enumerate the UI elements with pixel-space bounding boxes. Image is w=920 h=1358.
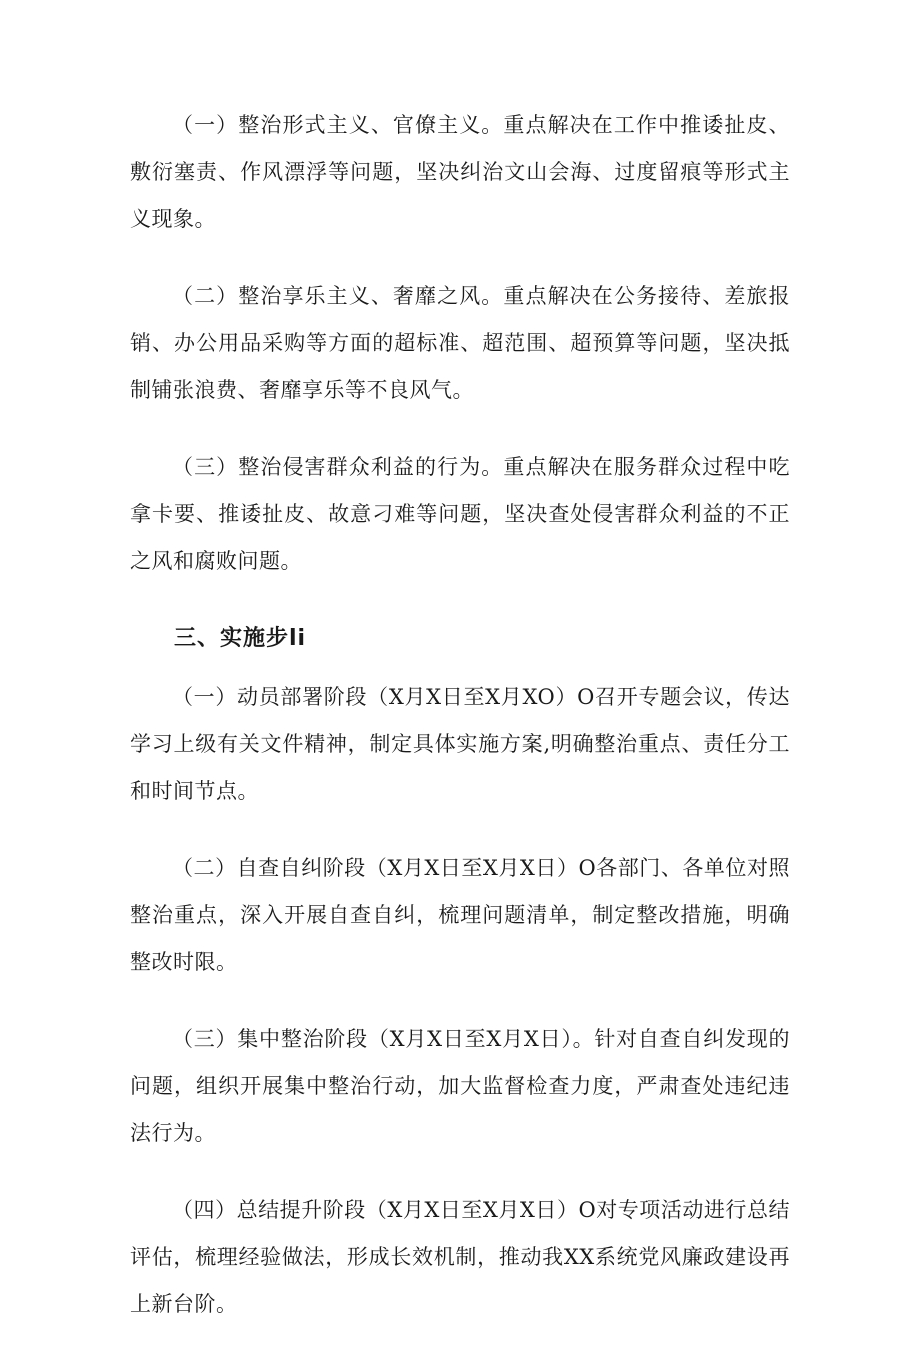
paragraph-rectify-hedonism: （二）整治享乐主义、奢靡之风。重点解决在公务接待、差旅报销、办公用品采购等方面的超标准、超范围、超预算等问题，坚决抵制铺张浪费、奢靡享乐等不良风气。	[130, 284, 790, 402]
paragraph-step-summary: （四）总结提升阶段（X月X日至X月X日）O对专项活动进行总结评估，梳理经验做法，形成长效机制，推动我XX系统党风廉政建设再上新台阶。	[130, 1198, 790, 1316]
paragraph-rectify-harm-to-masses: （三）整治侵害群众利益的行为。重点解决在服务群众过程中吃拿卡要、推诿扯皮、故意刁难等问题，坚决查处侵害群众利益的不正之风和腐败问题。	[130, 455, 790, 573]
section-heading-implementation-steps: 三、实施步li	[174, 626, 307, 651]
paragraph-rectify-formalism: （一）整治形式主义、官僚主义。重点解决在工作中推诿扯皮、敷衍塞责、作风漂浮等问题，坚决纠治文山会海、过度留痕等形式主义现象。	[130, 113, 790, 231]
paragraph-step-self-inspection: （二）自查自纠阶段（X月X日至X月X日）O各部门、各单位对照整治重点，深入开展自查自纠，梳理问题清单，制定整改措施，明确整改时限。	[130, 856, 790, 974]
paragraph-step-concentrated-rectification: （三）集中整治阶段（X月X日至X月X日）。针对自查自纠发现的问题，组织开展集中整治行动，加大监督检查力度，严肃查处违纪违法行为。	[130, 1027, 790, 1145]
paragraph-step-mobilization: （一）动员部署阶段（X月X日至X月XO）O召开专题会议，传达学习上级有关文件精神，制定具体实施方案,明确整治重点、责任分工和时间节点。	[130, 685, 790, 803]
document-body	[130, 102, 790, 1358]
